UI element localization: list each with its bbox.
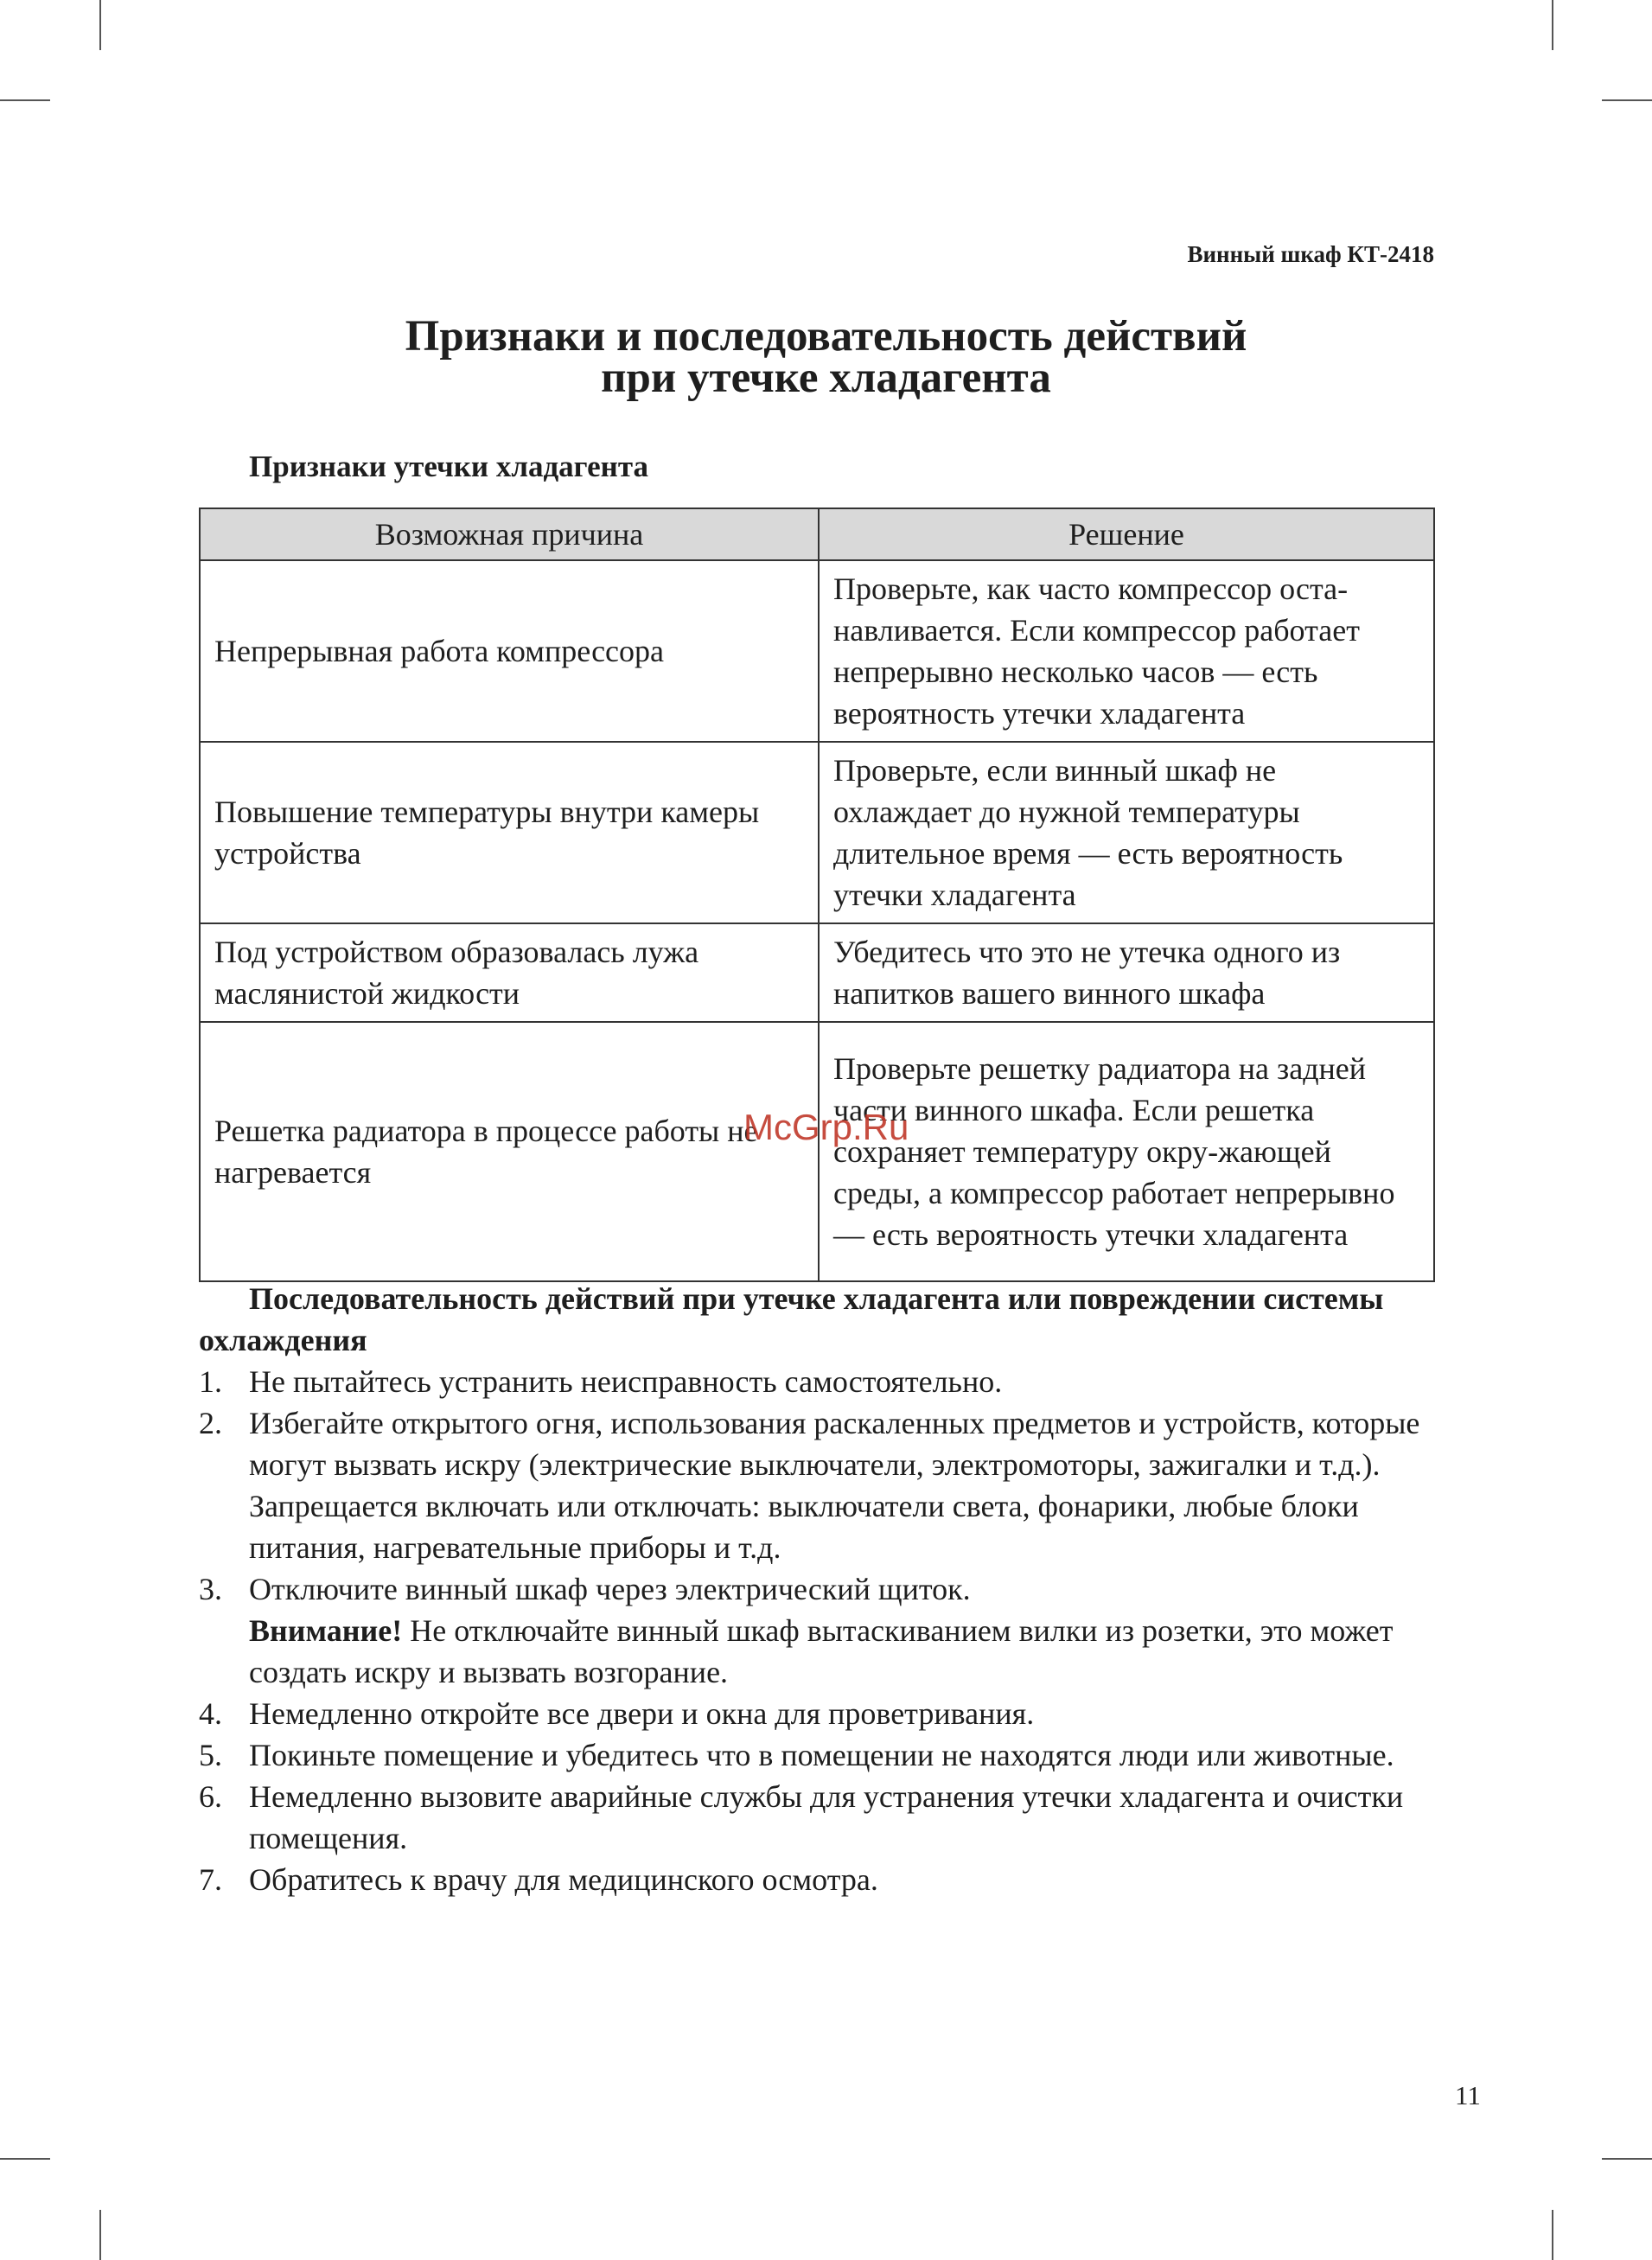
- solution-cell: Проверьте, как часто компрессор оста-навливается. Если компрессор работает непрерывно несколько часов — есть вероятность утечки хладагента: [819, 560, 1434, 742]
- solution-cell: Проверьте решетку радиатора на задней части винного шкафа. Если решетка сохраняет температуру окру-жающей среды, а компрессор работает непрерывно — есть вероятность утечки хладагента: [819, 1022, 1434, 1281]
- step-number: 6.: [199, 1779, 222, 1814]
- list-item: [199, 1859, 1444, 1900]
- step-text: Избегайте открытого огня, использования раскаленных предметов и устройств, которые могут вызвать искру (электрические выключатели, электромоторы, зажигалки и т.д.). Запрещается включать или отключать: выключатели света, фонарики, любые блоки питания, нагревательные приборы и т.д.: [249, 1406, 1420, 1565]
- warning-text: Не отключайте винный шкаф вытаскиванием вилки из розетки, это может создать искру и вызвать возгорание.: [249, 1613, 1394, 1689]
- step-number: 3.: [199, 1572, 222, 1606]
- step-number: 1.: [199, 1364, 222, 1399]
- crop-mark: [1602, 2158, 1652, 2160]
- solution-cell: Убедитесь что это не утечка одного из напитков вашего винного шкафа: [819, 923, 1434, 1022]
- step-number: 7.: [199, 1862, 222, 1897]
- crop-mark: [0, 2158, 50, 2160]
- cause-cell: Решетка радиатора в процессе работы не нагревается: [200, 1022, 819, 1281]
- crop-mark: [99, 2210, 101, 2260]
- signs-table: [199, 508, 1435, 1282]
- column-header-solution: Решение: [819, 508, 1434, 560]
- step-number: 4.: [199, 1696, 222, 1731]
- column-header-cause: Возможная причина: [200, 508, 819, 560]
- solution-cell: Проверьте, если винный шкаф не охлаждает до нужной температуры длительное время — есть вероятность утечки хладагента: [819, 742, 1434, 923]
- page-title-line: Признаки и последовательность действий: [405, 312, 1247, 361]
- page-title-line: при утечке хладагента: [601, 354, 1051, 402]
- step-text: Обратитесь к врачу для медицинского осмотра.: [249, 1862, 878, 1897]
- crop-mark: [99, 0, 101, 50]
- signs-heading: Признаки утечки хладагента: [249, 450, 648, 483]
- step-text: Немедленно вызовите аварийные службы для устранения утечки хладагента и очистки помещения.: [249, 1779, 1404, 1855]
- list-item: [199, 1402, 1444, 1568]
- cause-cell: Непрерывная работа компрессора: [200, 560, 819, 742]
- watermark: McGrp.Ru: [743, 1107, 909, 1147]
- table-row: [200, 742, 1434, 923]
- crop-mark: [1552, 0, 1553, 50]
- step-text: Отключите винный шкаф через электрический щиток.: [249, 1572, 971, 1606]
- procedure-steps: [199, 1361, 1444, 1900]
- crop-mark: [1552, 2210, 1553, 2260]
- table-row: [200, 560, 1434, 742]
- crop-mark: [0, 99, 50, 101]
- list-item: [199, 1776, 1444, 1859]
- step-number: 5.: [199, 1738, 222, 1772]
- step-text: Покиньте помещение и убедитесь что в помещении не находятся люди или животные.: [249, 1738, 1394, 1772]
- list-item: [199, 1693, 1444, 1734]
- procedure-section: [199, 1278, 1444, 1900]
- crop-mark: [1602, 99, 1652, 101]
- cause-cell: Под устройством образовалась лужа маслянистой жидкости: [200, 923, 819, 1022]
- table-row: [200, 923, 1434, 1022]
- step-number: 2.: [199, 1406, 222, 1440]
- list-item: [199, 1361, 1444, 1402]
- procedure-heading: Последовательность действий при утечке хладагента или повреждении системы охлаждения: [199, 1281, 1384, 1357]
- warning-label: Внимание!: [249, 1613, 403, 1648]
- list-item: [199, 1734, 1444, 1776]
- running-header: Винный шкаф КТ-2418: [1187, 241, 1434, 267]
- page-title: [0, 312, 1652, 402]
- page-number: 11: [1455, 2080, 1481, 2110]
- step-text: Не пытайтесь устранить неисправность самостоятельно.: [249, 1364, 1003, 1399]
- cause-cell: Повышение температуры внутри камеры устройства: [200, 742, 819, 923]
- table-row: [200, 1022, 1434, 1281]
- table-header-row: [200, 508, 1434, 560]
- step-text: Немедленно откройте все двери и окна для проветривания.: [249, 1696, 1035, 1731]
- list-item: [199, 1568, 1444, 1693]
